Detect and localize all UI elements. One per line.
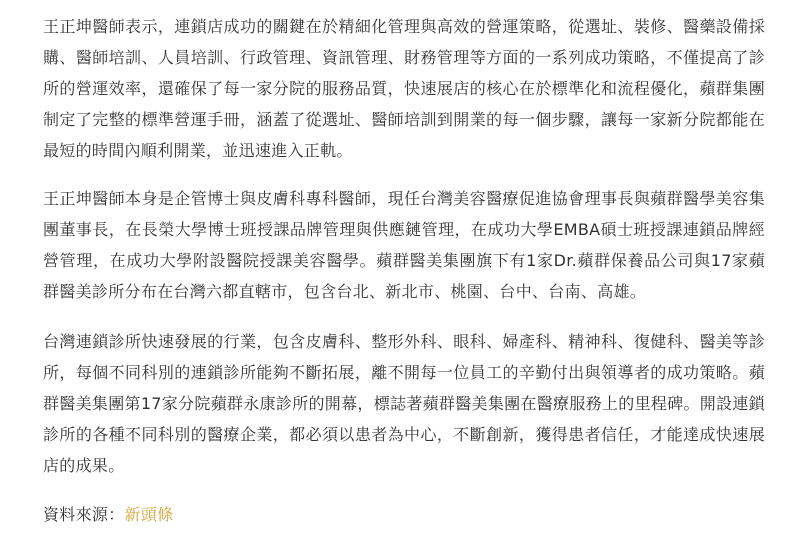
article-paragraph-3: 台灣連鎖診所快速發展的行業，包含皮膚科、整形外科、眼科、婦產科、精神科、復健科、醫美等診所，每個不同科別的連鎖診所能夠不斷拓展，離不開每一位員工的辛勤付出與領導者的成功策略。蘋群醫美集團第17家分院蘋群永康診所的開幕，標誌著蘋群醫美集團在醫療服務上的里程碑。開設連鎖診所的各種不同科別的醫療企業，都必須以患者為中心，不斷創新，獲得患者信任，才能達成快速展店的成果。 [43, 332, 765, 475]
source-label: 資料來源： [43, 505, 125, 524]
source-link[interactable]: 新頭條 [124, 505, 174, 524]
article-body [43, 0, 765, 530]
article-paragraph-1: 王正坤醫師表示，連鎖店成功的關鍵在於精細化管理與高效的營運策略，從選址、裝修、醫藥設備採購、醫師培訓、人員培訓、行政管理、資訊管理、財務管理等方面的一系列成功策略，不僅提高了診所的營運效率，還確保了每一家分院的服務品質，快速展店的核心在於標準化和流程優化，蘋群集團制定了完整的標準營運手冊，涵蓋了從選址、醫師培訓到開業的每一個步驟，讓每一家新分院都能在最短的時間內順利開業，並迅速進入正軌。 [43, 17, 765, 160]
article-paragraph-2: 王正坤醫師本身是企管博士與皮膚科專科醫師，現任台灣美容醫療促進協會理事長與蘋群醫學美容集團董事長，在長榮大學博士班授課品牌管理與供應鏈管理，在成功大學EMBA碩士班授課連鎖品牌經營管理，在成功大學附設醫院授課美容醫學。蘋群醫美集團旗下有1家Dr.蘋群保養品公司與17家蘋群醫美診所分布在台灣六都直轄市，包含台北、新北市、桃園、台中、台南、高雄。 [43, 189, 765, 301]
source-line [43, 499, 765, 530]
